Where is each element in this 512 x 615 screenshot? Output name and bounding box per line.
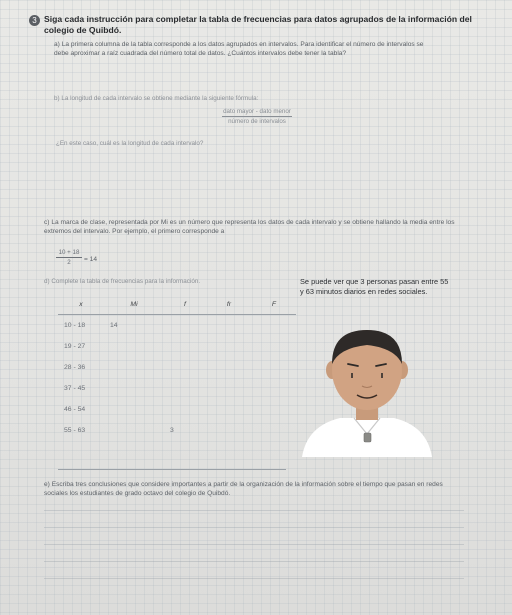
interval-cell: 28 - 36 <box>64 364 86 371</box>
table-row <box>58 315 296 337</box>
class-mark-cell: 14 <box>110 322 118 329</box>
interval-cell: 19 - 27 <box>64 343 86 350</box>
interval-cell: 55 - 63 <box>64 427 86 434</box>
cumulative-frequency-cell <box>252 399 296 420</box>
frequency-table <box>58 294 296 441</box>
header-fr: fr <box>206 294 252 315</box>
header-f: f <box>164 294 206 315</box>
item-b-text: b) La longitud de cada intervalo se obtiene mediante la siguiente fórmula: <box>54 95 259 102</box>
item-d-text: d) Complete la tabla de frecuencias para la información. <box>44 278 201 285</box>
cumulative-frequency-cell <box>252 378 296 399</box>
interval-cell: 37 - 45 <box>64 385 86 392</box>
table-bottom-rule <box>58 469 286 470</box>
relative-frequency-cell <box>206 399 252 420</box>
class-mark-cell <box>104 420 164 441</box>
formula-numerator: dato mayor - dato menor <box>223 108 291 115</box>
class-mark-example <box>56 249 82 266</box>
item-c-text: c) La marca de clase, representada por Mi es un número que representa los datos de cada intervalo y se obtiene hallando la media entre los extremos del intervalo. Por ejemplo, el primero corresponde a <box>44 219 455 235</box>
length-formula <box>222 108 292 125</box>
header-cumulative-f: F <box>252 294 296 315</box>
relative-frequency-cell <box>206 420 252 441</box>
frequency-cell <box>164 399 206 420</box>
formula-denominator: número de intervalos <box>228 118 286 125</box>
interval-cell: 10 - 18 <box>64 322 86 329</box>
frequency-cell <box>164 357 206 378</box>
student-illustration <box>302 322 432 457</box>
item-e-text: e) Escriba tres conclusiones que considere importantes a partir de la organización de la información sobre el tiempo que pasan en redes sociales los estudiantes de grado octavo del colegio de Quibdó. <box>44 481 443 497</box>
cumulative-frequency-cell <box>252 357 296 378</box>
frequency-cell <box>164 378 206 399</box>
class-mark-cell <box>104 357 164 378</box>
fraction-bar <box>222 116 292 117</box>
table-row <box>58 357 296 378</box>
relative-frequency-cell <box>206 378 252 399</box>
frequency-cell: 3 <box>170 427 174 434</box>
table-header-row <box>58 294 296 315</box>
cumulative-frequency-cell <box>252 336 296 357</box>
table-row <box>58 378 296 399</box>
relative-frequency-cell <box>206 315 252 337</box>
item-b-question: ¿En este caso, cuál es la longitud de cada intervalo? <box>56 140 204 147</box>
cumulative-frequency-cell <box>252 315 296 337</box>
class-mark-bar <box>56 257 82 258</box>
class-mark-numerator: 10 + 18 <box>58 249 80 256</box>
class-mark-cell <box>104 378 164 399</box>
class-mark-cell <box>104 336 164 357</box>
header-x: x <box>58 294 104 315</box>
exercise-title: Siga cada instrucción para completar la tabla de frecuencias para datos agrupados de la información del colegio de Quibdó. <box>44 14 472 35</box>
speech-note: Se puede ver que 3 personas pasan entre 55 y 63 minutos diarios en redes sociales. <box>300 277 449 296</box>
class-mark-cell <box>104 399 164 420</box>
table-row <box>58 399 296 420</box>
class-mark-result: = 14 <box>84 256 98 263</box>
class-mark-denominator: 2 <box>67 259 71 266</box>
relative-frequency-cell <box>206 336 252 357</box>
relative-frequency-cell <box>206 357 252 378</box>
frequency-cell <box>164 336 206 357</box>
header-mi: Mi <box>104 294 164 315</box>
interval-cell: 46 - 54 <box>64 406 86 413</box>
exercise-number-badge: 3 <box>29 15 40 26</box>
cumulative-frequency-cell <box>252 420 296 441</box>
frequency-cell <box>164 315 206 337</box>
table-row <box>58 420 296 441</box>
table-row <box>58 336 296 357</box>
answer-lines <box>44 510 464 595</box>
item-a-text: a) La primera columna de la tabla corresponde a los datos agrupados en intervalos. Para identificar el número de intervalos se debe aproximar a raíz cuadrada del número total de datos. ¿Cuántos intervalos debe tener la tabla? <box>54 41 424 57</box>
